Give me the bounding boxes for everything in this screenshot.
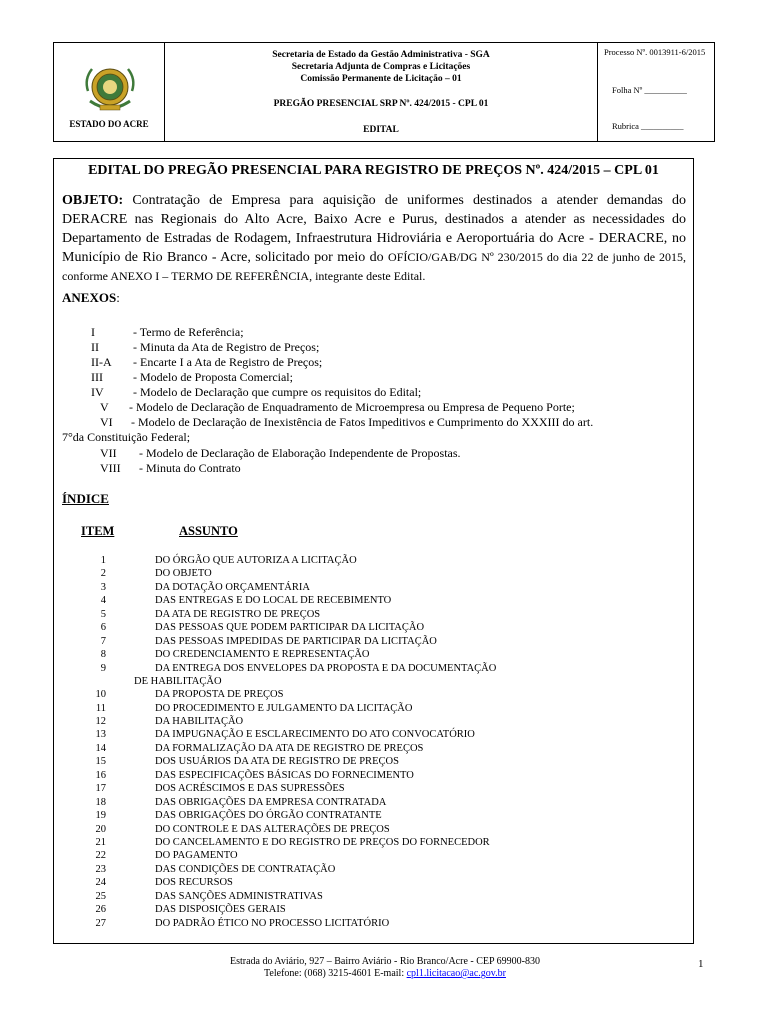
- index-item-text: DAS ENTREGAS E DO LOCAL DE RECEBIMENTO: [155, 595, 392, 607]
- index-item-text: DO CREDENCIAMENTO E REPRESENTAÇÃO: [155, 649, 370, 661]
- header-pregao: PREGÃO PRESENCIAL SRP Nº. 424/2015 - CPL 01: [273, 99, 489, 109]
- col-header-item: ITEM: [81, 524, 115, 538]
- index-item-number: 20: [95, 823, 106, 835]
- index-item-number: 12: [95, 715, 106, 727]
- index-item-text: DAS DISPOSIÇÕES GERAIS: [155, 904, 286, 916]
- anexo-num: VI: [100, 415, 113, 429]
- header-agency-lines: [165, 49, 597, 85]
- index-item-text: DO PROCEDIMENTO E JULGAMENTO DA LICITAÇÃO: [155, 702, 413, 714]
- objeto-text: Contratação de Empresa para aquisição de uniformes destinados a atender demandas do DERACRE nas Regionais do Alto Acre, Baixo Acre e Purus, destinados a atender as necessidades do Departamento de Estradas de Rodagem, Infraestrutura Hidroviária e Aeroportuária do Acre - DERACRE, no Município de Rio Branco - Acre, solicitado por meio do: [62, 193, 686, 265]
- index-item-text: DAS PESSOAS QUE PODEM PARTICIPAR DA LICITAÇÃO: [155, 622, 425, 634]
- index-item-number: 17: [95, 783, 106, 795]
- main-content-box: [53, 158, 694, 944]
- anexo-text: - Modelo de Declaração de Enquadramento de Microempresa ou Empresa de Pequeno Porte;: [129, 400, 575, 414]
- anexo-num: V: [100, 400, 109, 414]
- header-logo-cell: [54, 43, 165, 141]
- index-item-number: 14: [95, 742, 106, 754]
- index-item-number: 10: [95, 689, 106, 701]
- header-process-cell: [598, 43, 714, 141]
- index-item-number: 4: [100, 595, 106, 607]
- index-item-text: DAS OBRIGAÇÕES DA EMPRESA CONTRATADA: [155, 796, 387, 808]
- objeto-text-small: OFÍCIO/GAB/DG Nº 230/2015 do dia 22 de junho de 2015, conforme ANEXO I – TERMO DE REFERÊNCIA, integrante deste Edital.: [62, 250, 686, 283]
- index-item-number: 24: [95, 877, 106, 889]
- index-item-text: DA ENTREGA DOS ENVELOPES DA PROPOSTA E DA DOCUMENTAÇÃO: [155, 662, 497, 674]
- index-item-text: DOS RECURSOS: [155, 877, 233, 889]
- anexo-text: - Modelo de Declaração de Inexistência de Fatos Impeditivos e Cumprimento do XXXIII do art.: [131, 415, 594, 429]
- anexo-num: IV: [91, 385, 104, 399]
- index-item-text: DA IMPUGNAÇÃO E ESCLARECIMENTO DO ATO CONVOCATÓRIO: [155, 729, 475, 741]
- index-item-text: DO PAGAMENTO: [155, 850, 238, 862]
- index-item-text: DO CONTROLE E DAS ALTERAÇÕES DE PREÇOS: [155, 823, 390, 835]
- anexo-text: - Encarte I a Ata de Registro de Preços;: [133, 355, 323, 369]
- index-item-text: DO ÓRGÃO QUE AUTORIZA A LICITAÇÃO: [155, 555, 357, 566]
- index-item-text: DO PADRÃO ÉTICO NO PROCESSO LICITATÓRIO: [155, 917, 390, 929]
- index-item-number: 9: [100, 662, 106, 674]
- col-header-assunto: ASSUNTO: [179, 524, 238, 538]
- index-item-number: 22: [95, 850, 106, 862]
- anexo-text: - Modelo de Declaração que cumpre os requisitos do Edital;: [133, 385, 422, 399]
- anexo-text: - Modelo de Proposta Comercial;: [133, 370, 293, 384]
- index-item-number: 5: [100, 608, 106, 620]
- anexo-num: I: [91, 325, 95, 339]
- index-item-number: 23: [95, 863, 106, 875]
- index-item-number: 26: [95, 904, 106, 916]
- page-number: 1: [698, 958, 704, 970]
- index-item-number: 2: [100, 568, 106, 580]
- index-item-number: 15: [95, 756, 106, 768]
- header-table: [53, 42, 715, 142]
- header-line: Comissão Permanente de Licitação – 01: [300, 74, 462, 84]
- index-item-number: 25: [95, 890, 106, 902]
- folha-field: Folha Nº __________: [612, 85, 687, 95]
- footer-phone: Telefone: (068) 3215-4601 E-mail:: [264, 968, 407, 979]
- document-title: EDITAL DO PREGÃO PRESENCIAL PARA REGISTRO DE PREÇOS Nº. 424/2015 – CPL 01: [88, 163, 659, 178]
- state-label: ESTADO DO ACRE: [69, 119, 149, 129]
- index-item-text: DAS CONDIÇÕES DE CONTRATAÇÃO: [155, 863, 336, 875]
- anexos-heading: ANEXOS:: [62, 290, 120, 305]
- anexo-text: - Modelo de Declaração de Elaboração Independente de Propostas.: [139, 446, 461, 460]
- anexo-num: II: [91, 340, 99, 354]
- index-item-number: 11: [95, 702, 106, 714]
- footer-contact: [0, 968, 770, 980]
- index-item-text: DA HABILITAÇÃO: [155, 715, 244, 727]
- anexo-num: III: [91, 370, 103, 384]
- index-item-number: 8: [100, 649, 106, 661]
- index-item-text: DA ATA DE REGISTRO DE PREÇOS: [155, 608, 321, 620]
- anexo-text-cont: 7°da Constituição Federal;: [62, 430, 191, 444]
- index-item-text: DAS SANÇÕES ADMINISTRATIVAS: [155, 890, 323, 902]
- index-item-number: 3: [100, 581, 106, 593]
- index-item-text: DA DOTAÇÃO ORÇAMENTÁRIA: [155, 581, 310, 593]
- anexo-text: - Termo de Referência;: [133, 325, 244, 339]
- anexo-text: - Minuta do Contrato: [139, 461, 241, 475]
- anexos-label: ANEXOS: [62, 290, 117, 305]
- process-number: Processo Nº. 0013911-6/2015: [604, 47, 706, 57]
- index-item-cont: DE HABILITAÇÃO: [134, 676, 222, 688]
- acre-coat-of-arms-icon: [82, 61, 138, 117]
- index-item-text: DA FORMALIZAÇÃO DA ATA DE REGISTRO DE PREÇOS: [155, 742, 424, 754]
- header-line: Secretaria Adjunta de Compras e Licitações: [291, 62, 471, 72]
- anexo-num: VIII: [100, 461, 121, 475]
- anexo-num: II-A: [91, 355, 112, 369]
- header-edital: EDITAL: [363, 125, 399, 135]
- index-item-text: DAS PESSOAS IMPEDIDAS DE PARTICIPAR DA LICITAÇÃO: [155, 635, 437, 647]
- anexo-text: - Minuta da Ata de Registro de Preços;: [133, 340, 320, 354]
- index-item-number: 13: [95, 729, 106, 741]
- index-item-text: DA PROPOSTA DE PREÇOS: [155, 689, 284, 701]
- index-item-text: DOS USUÁRIOS DA ATA DE REGISTRO DE PREÇOS: [155, 756, 399, 768]
- indice-heading: ÍNDICE: [62, 491, 109, 506]
- index-item-text: DO CANCELAMENTO E DO REGISTRO DE PREÇOS DO FORNECEDOR: [155, 837, 490, 848]
- index-item-number: 7: [100, 635, 106, 647]
- footer-address: Estrada do Aviário, 927 – Bairro Aviário - Rio Branco/Acre - CEP 69900-830: [229, 956, 541, 967]
- index-item-number: 16: [95, 769, 106, 781]
- footer: [0, 956, 770, 980]
- objeto-label: OBJETO:: [62, 193, 124, 208]
- header-title-cell: [165, 43, 598, 141]
- index-item-number: 1: [100, 555, 106, 566]
- index-item-number: 18: [95, 796, 106, 808]
- index-item-number: 21: [95, 837, 106, 848]
- anexo-num: VII: [100, 446, 117, 460]
- index-item-text: DO OBJETO: [155, 568, 212, 580]
- index-item-text: DAS OBRIGAÇÕES DO ÓRGÃO CONTRATANTE: [155, 810, 382, 822]
- rubrica-field: Rubrica __________: [612, 121, 684, 131]
- index-item-text: DAS ESPECIFICAÇÕES BÁSICAS DO FORNECIMENTO: [155, 769, 414, 781]
- index-item-number: 27: [95, 917, 106, 929]
- index-item-number: 6: [100, 622, 106, 634]
- footer-email-link[interactable]: cpl1.licitacao@ac.gov.br: [406, 968, 506, 979]
- header-line: Secretaria de Estado da Gestão Administrativa - SGA: [272, 50, 490, 60]
- index-item-text: DOS ACRÉSCIMOS E DAS SUPRESSÕES: [155, 783, 345, 795]
- index-item-number: 19: [95, 810, 106, 822]
- objeto-paragraph: [62, 191, 686, 286]
